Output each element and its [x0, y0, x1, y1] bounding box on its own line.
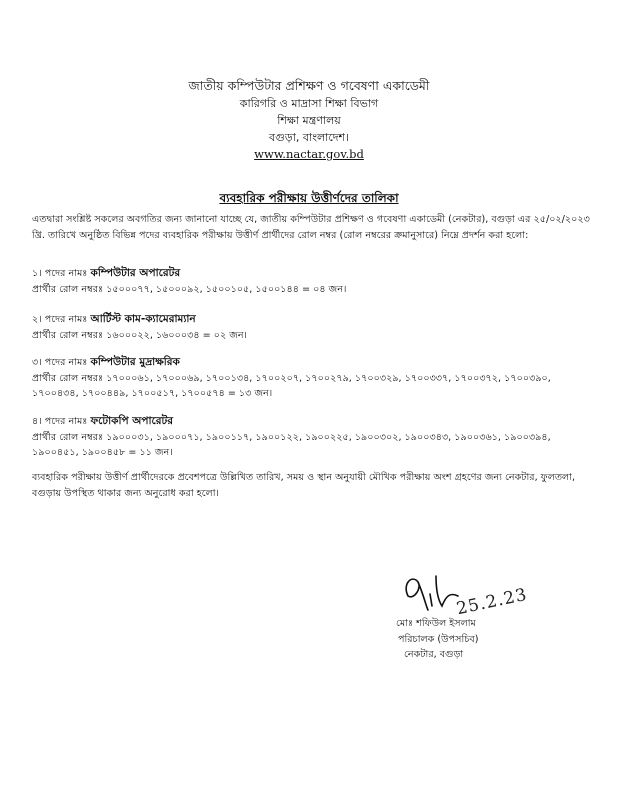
post-label: ৪। পদের নামঃ — [32, 416, 88, 427]
signatory-name: মোঃ শফিউল ইসলাম — [396, 618, 476, 629]
roll-list: প্রার্থীর রোল নম্বরঃ ১৫০০০৭৭, ১৫০০০৯২, ১৫০০১০৫, ১৫০০১৪৪ = ০৪ জন। — [32, 283, 347, 295]
roll-list: প্রার্থীর রোল নম্বরঃ ১৯০০০৩১, ১৯০০০৭১, ১৯০০১১৭, ১৯০০১২২, ১৯০০২২৫, ১৯০০৩০২, ১৯০০৩৪৩, ১৯০০৩৬১, ১৯০০৩৯৪, ১৯০০৪৫১, ১৯০০৪৫৮ = ১১ জন। — [32, 431, 551, 458]
post-name: কম্পিউটার অপারেটর — [90, 267, 181, 279]
notice-title — [0, 190, 618, 210]
post-label: ৩। পদের নামঃ — [32, 357, 88, 368]
post-label: ১। পদের নামঃ — [32, 268, 88, 279]
closing-paragraph: ব্যবহারিক পরীক্ষায় উত্তীর্ণ প্রার্থীদেরকে প্রবেশপত্রে উল্লিখিত তারিখ, সময় ও স্থান অনুযায়ী মৌখিক পরীক্ষায় অংশ গ্রহণের জন্য নেকটার, ফুলতলা, বগুড়ায় উপস্থিত থাকার জন্য অনুরোধ করা হলো। — [32, 472, 576, 499]
post-heading — [32, 266, 592, 282]
roll-list: প্রার্থীর রোল নম্বরঃ ১৭০০০৬১, ১৭০০০৬৯, ১৭০০১৩৪, ১৭০০২০৭, ১৭০০২৭৯, ১৭০০৩২৯, ১৭০০৩৩৭, ১৭০০৩৭২, ১৭০০৩৯০, ১৭০০৪৩৪, ১৭০০৪৪৯, ১৭০০৫১৭, ১৭০০৫৭৪ = ১৩ জন। — [32, 372, 551, 399]
signatory-designation: পরিচালক (উপসচিব) — [398, 633, 479, 645]
handwritten-date: 25.2.23 — [454, 584, 530, 620]
roll-list: প্রার্থীর রোল নম্বরঃ ১৬০০০২২, ১৬০০০৩৪ = ০২ জন। — [32, 329, 247, 341]
post-heading — [32, 312, 592, 328]
post-name: আর্টিস্ট কাম-ক্যামেরাম্যান — [90, 313, 196, 325]
location: বগুড়া, বাংলাদেশ। — [269, 131, 349, 144]
post-name: কম্পিউটার মুদ্রাক্ষরিক — [90, 356, 180, 368]
post-heading — [32, 414, 592, 430]
post-heading — [32, 355, 592, 371]
org-name: জাতীয় কম্পিউটার প্রশিক্ষণ ও গবেষণা একাডেমী — [188, 78, 430, 93]
post-section-1 — [32, 266, 592, 297]
post-section-3 — [32, 355, 592, 402]
letterhead — [0, 76, 618, 163]
notice-title-text: ব্যবহারিক পরীক্ষায় উত্তীর্ণদের তালিকা — [219, 191, 399, 205]
post-name: ফটোকপি অপারেটর — [90, 415, 174, 427]
post-label: ২। পদের নামঃ — [32, 314, 88, 325]
department-name: কারিগরি ও মাদ্রাসা শিক্ষা বিভাগ — [239, 97, 379, 110]
signatory-details — [396, 616, 478, 663]
intro-paragraph: এতদ্বারা সংশ্লিষ্ট সকলের অবগতির জন্য জানানো যাচ্ছে যে, জাতীয় কম্পিউটার প্রশিক্ষণ ও গবেষণা একাডেমী (নেকটার), বগুড়া এর ২৫/০২/২০২৩ খ্রি. তারিখে অনুষ্ঠিত বিভিন্ন পদের ব্যবহারিক পরীক্ষায় উত্তীর্ণ প্রার্থীদের রোল নম্বর (রোল নম্বরের ক্রমানুসারে) নিম্নে প্রদর্শন করা হলো: — [32, 214, 590, 241]
post-section-4 — [32, 414, 592, 461]
ministry-name: শিক্ষা মন্ত্রণালয় — [277, 114, 341, 127]
signatory-office: নেকটার, বগুড়া — [404, 649, 464, 660]
website-link[interactable]: www.nactar.gov.bd — [254, 147, 364, 161]
post-section-2 — [32, 312, 592, 343]
